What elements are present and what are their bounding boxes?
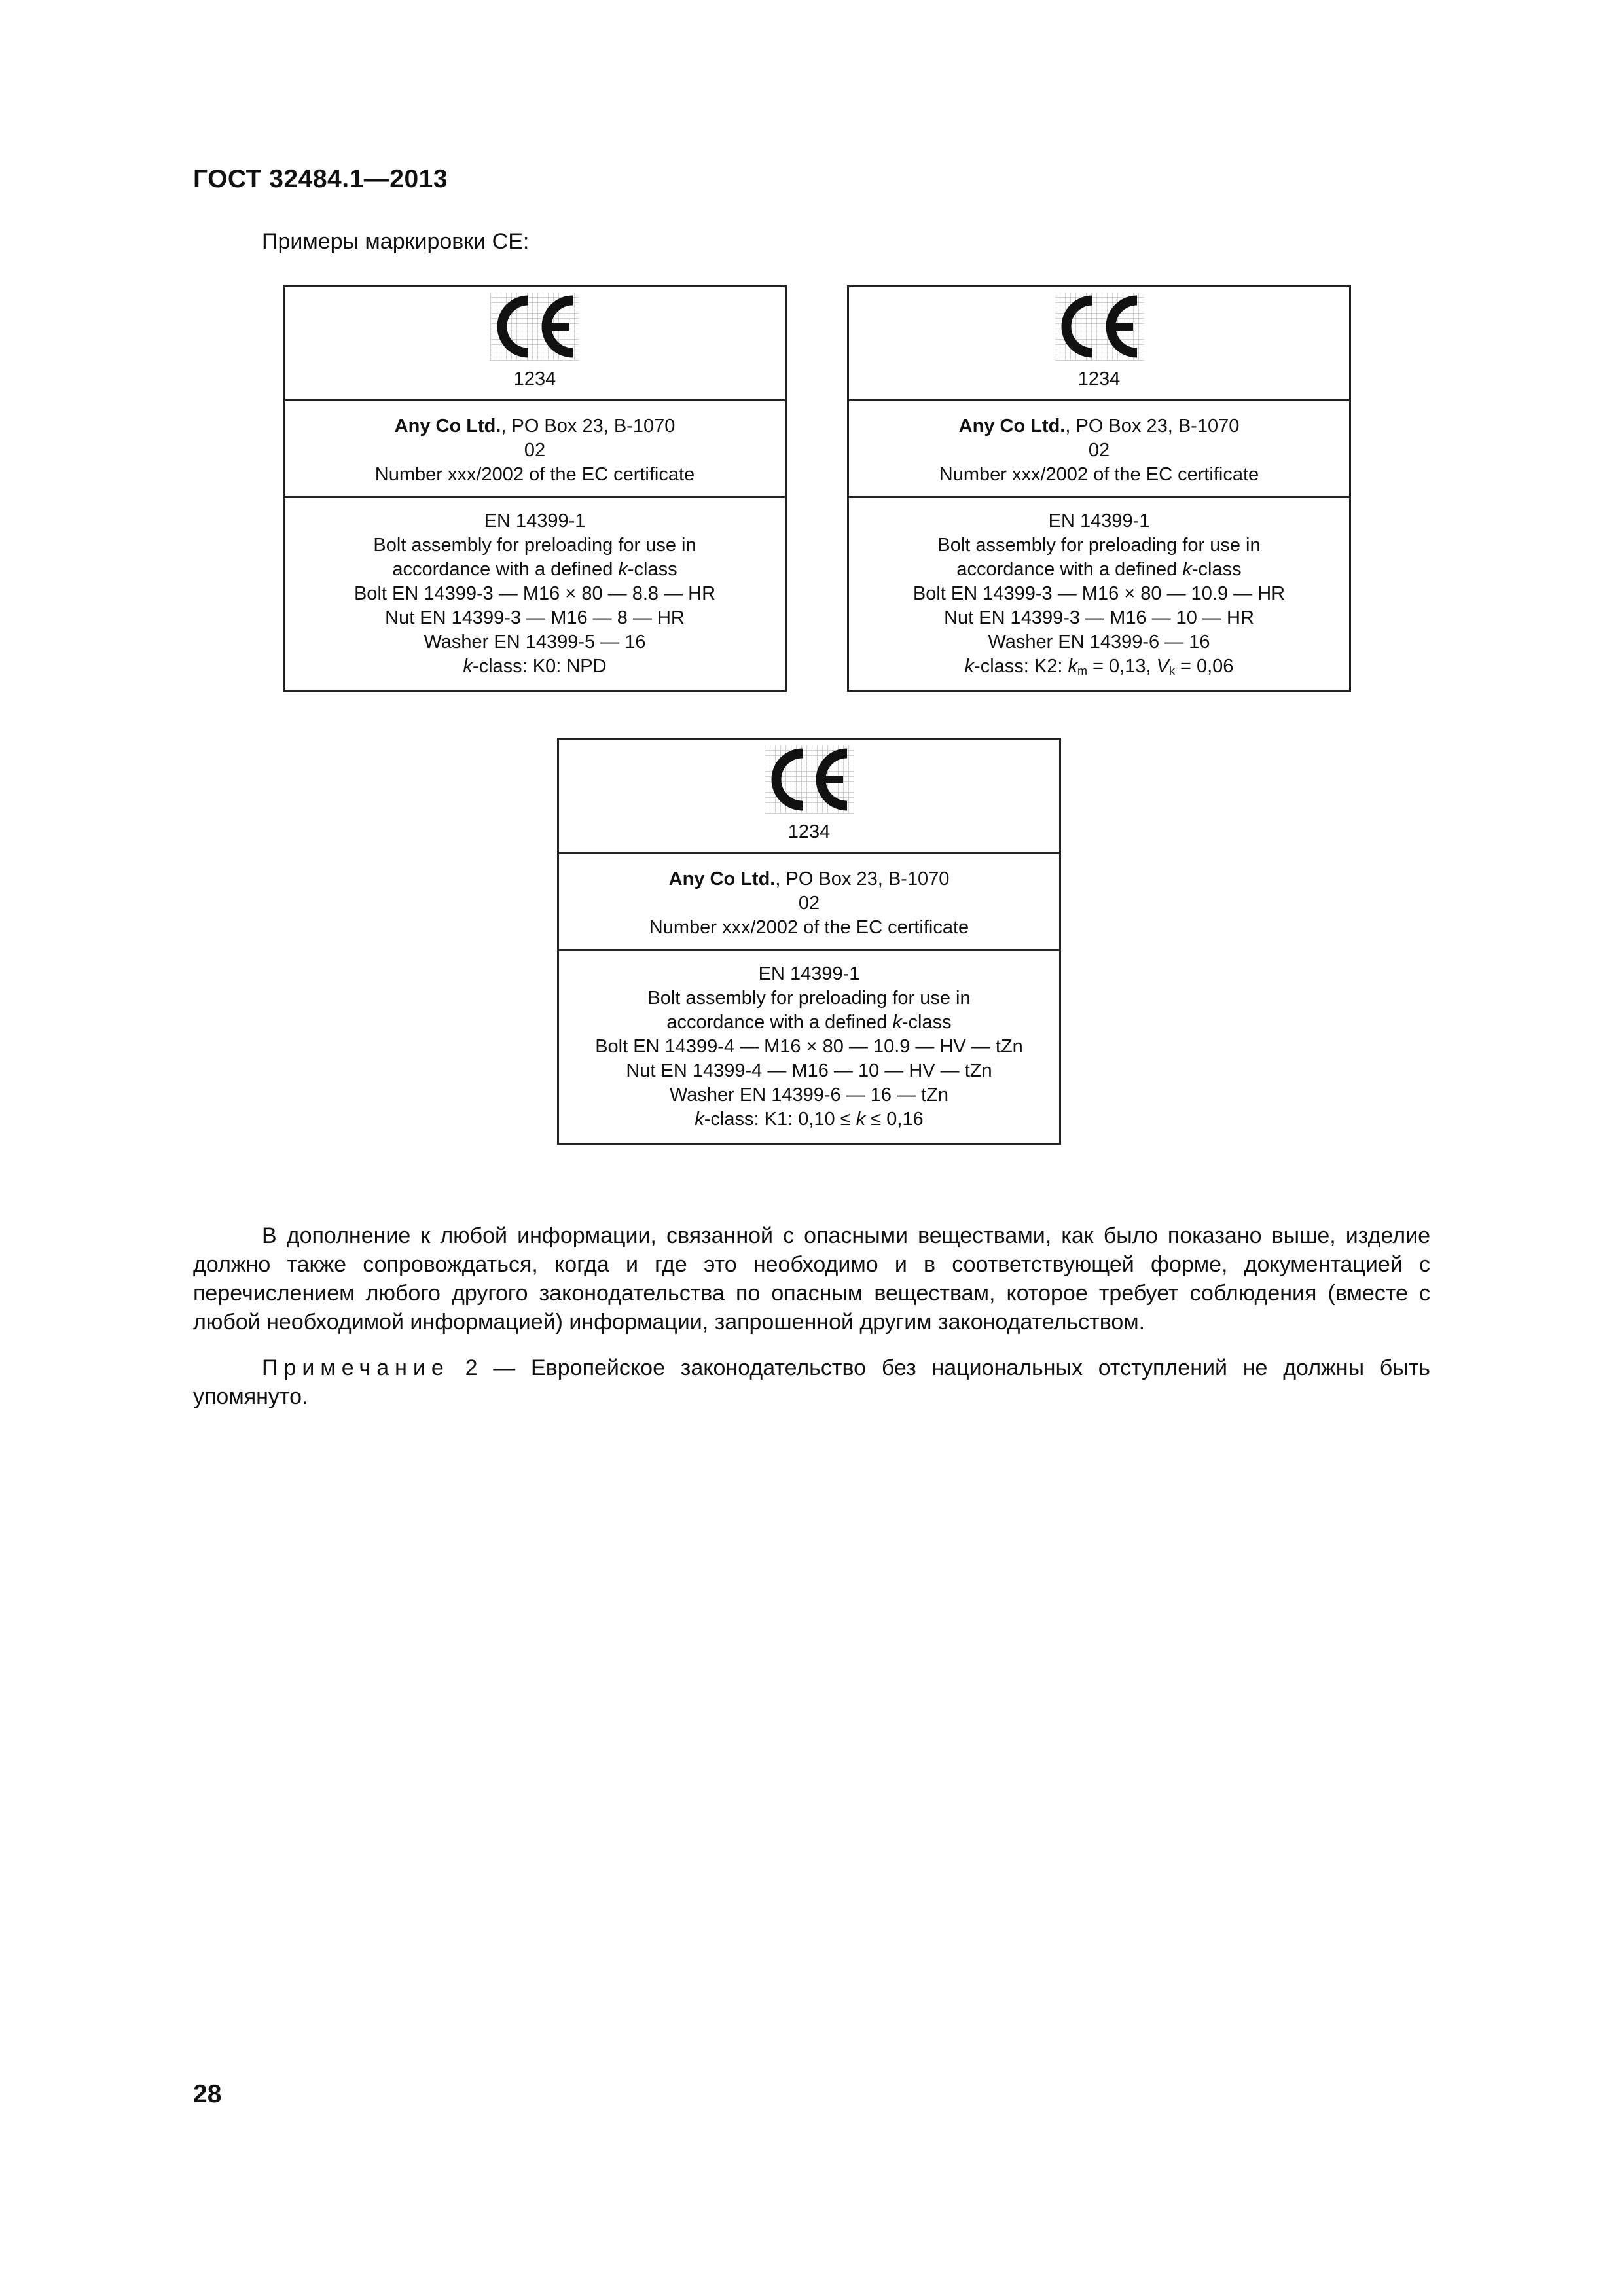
- notified-body-number: 1234: [787, 821, 831, 842]
- washer-spec: Washer EN 14399-6 — 16: [988, 632, 1210, 653]
- manufacturer-section: [285, 401, 785, 498]
- k-class: k-class: K1: 0,10 ≤ k ≤ 0,16: [695, 1109, 924, 1130]
- k-class: k-class: K0: NPD: [463, 656, 607, 677]
- certificate: Number xxx/2002 of the EC certificate: [649, 917, 969, 938]
- year: 02: [798, 893, 820, 914]
- manufacturer-section: [559, 854, 1059, 951]
- year: 02: [524, 440, 546, 461]
- page-number: 28: [193, 2080, 222, 2108]
- product-section: [849, 498, 1349, 679]
- company-name: Any Co Ltd.: [394, 416, 501, 437]
- k-class: k-class: K2: $k_m = 0,13$, $V_k = 0,06$: [964, 656, 1234, 677]
- product-section: [559, 951, 1059, 1132]
- standard: EN 14399-1: [1048, 511, 1150, 531]
- notified-body-number: 1234: [1077, 368, 1121, 389]
- description-line-1: Bolt assembly for preloading for use in: [373, 535, 696, 556]
- ce-label-2: [847, 285, 1351, 692]
- bolt-spec: Bolt EN 14399-3 — M16 × 80 — 10.9 — HR: [912, 583, 1286, 604]
- certificate: Number xxx/2002 of the EC certificate: [374, 464, 695, 485]
- description-line-2: accordance with a defined k-class: [956, 559, 1242, 580]
- washer-spec: Washer EN 14399-6 — 16 — tZn: [669, 1085, 949, 1105]
- ce-label-1: [283, 285, 787, 692]
- ce-label-3: [557, 738, 1061, 1145]
- description-line-2: accordance with a defined k-class: [392, 559, 677, 580]
- note-paragraph: [193, 1354, 1430, 1411]
- intro-text: Примеры маркировки CE:: [262, 229, 530, 254]
- description-line-1: Bolt assembly for preloading for use in: [647, 988, 971, 1009]
- ce-mark-icon: [1055, 293, 1144, 361]
- standard: EN 14399-1: [758, 963, 860, 984]
- product-section: [285, 498, 785, 679]
- company-name: Any Co Ltd.: [668, 869, 776, 889]
- ce-mark-section: [285, 287, 785, 401]
- standard: EN 14399-1: [484, 511, 586, 531]
- manufacturer-section: [849, 401, 1349, 498]
- ce-mark-section: [849, 287, 1349, 401]
- ce-mark-icon: [765, 745, 854, 814]
- body-paragraph: В дополнение к любой информации, связанной с опасными веществами, как было показано выше, изделие должно также сопровождаться, когда и где это необходимо и в соответствующей форме, документацией с перечислением любого другого законодательства по опасным веществам, которое требует соблюдения (вместе с любой необходимой информацией) информации, запрошенной другим законодательством.: [193, 1223, 1430, 1335]
- document-title: ГОСТ 32484.1—2013: [193, 165, 448, 193]
- washer-spec: Washer EN 14399-5 — 16: [424, 632, 646, 653]
- ce-mark-icon: [490, 293, 579, 361]
- company-name: Any Co Ltd.: [958, 416, 1066, 437]
- nut-spec: Nut EN 14399-3 — M16 — 8 — HR: [385, 607, 685, 628]
- year: 02: [1088, 440, 1110, 461]
- notified-body-number: 1234: [513, 368, 556, 389]
- company-address: , PO Box 23, B-1070: [775, 869, 950, 889]
- bolt-spec: Bolt EN 14399-4 — M16 × 80 — 10.9 — HV — tZn: [595, 1036, 1023, 1057]
- nut-spec: Nut EN 14399-4 — M16 — 10 — HV — tZn: [626, 1060, 992, 1081]
- certificate: Number xxx/2002 of the EC certificate: [939, 464, 1259, 485]
- company-address: , PO Box 23, B-1070: [501, 416, 676, 437]
- bolt-spec: Bolt EN 14399-3 — M16 × 80 — 8.8 — HR: [353, 583, 716, 604]
- description-line-2: accordance with a defined k-class: [666, 1012, 952, 1033]
- company-address: , PO Box 23, B-1070: [1065, 416, 1240, 437]
- nut-spec: Nut EN 14399-3 — M16 — 10 — HR: [944, 607, 1254, 628]
- note-text: 2 — Европейское законодательство без национальных отступлений не должны быть упомянуто.: [193, 1355, 1430, 1409]
- ce-mark-section: [559, 740, 1059, 854]
- description-line-1: Bolt assembly for preloading for use in: [937, 535, 1261, 556]
- note-label: Примечание: [262, 1355, 450, 1380]
